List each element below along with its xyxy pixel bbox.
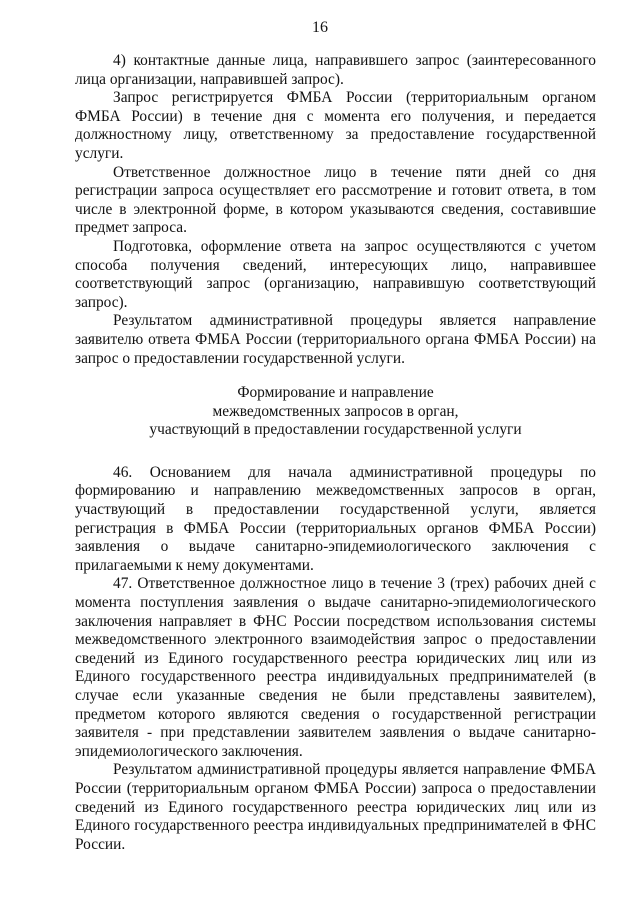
section-heading-line-1: Формирование и направление [237,384,434,402]
paragraph-request-registration: Запрос регистрируется ФМБА России (территориальным органом ФМБА России) в течение дня с момента его получения, и передается должностному лицу, ответственному за предоставление государственной услуги. [75,89,596,162]
paragraph-contact-data: 4) контактные данные лица, направившего запрос (заинтересованного лица организации, направившей запрос). [75,52,596,88]
section-heading-line-3: участвующий в предоставлении государственной услуги [149,421,522,439]
section-heading-line-2: межведомственных запросов в орган, [212,402,459,420]
section-heading [75,384,596,440]
document-body [75,52,596,854]
paragraph-request-review: Ответственное должностное лицо в течение пяти дней со дня регистрации запроса осуществляет его рассмотрение и готовит ответа, в том числе в электронной форме, в котором указываются сведения, составившие предмет запроса. [75,163,596,237]
paragraph-answer-preparation: Подготовка, оформление ответа на запрос осуществляются с учетом способа получения сведений, интересующих лицо, направившее соответствующий запрос (организацию, направившую соответствующий запрос). [75,237,596,311]
paragraph-procedure-result-2: Результатом административной процедуры является направление ФМБА России (территориальным органом ФМБА России) запроса о предоставлении сведений из Единого государственного реестра юридических лиц или из Единого государственного реестра индивидуальных предпринимателей в ФНС России. [75,761,596,853]
paragraph-item-47: 47. Ответственное должностное лицо в течение 3 (трех) рабочих дней с момента поступления заявления о выдаче санитарно-эпидемиологического заключения направляет в ФНС России посредством использования системы межведомственного электронного взаимодействия запрос о предоставлении сведений из Единого государственного реестра юридических лиц или из Единого государственного реестра индивидуальных предпринимателей (в случае если указанные сведения не были представлены заявителем), предметом которого являются сведения о государственной регистрации заявителя - при представлении заявителем заявления о выдаче санитарно-эпидемиологического заключения. [75,575,596,760]
paragraph-item-46: 46. Основанием для начала административной процедуры по формированию и направлению межведомственных запросов в орган, участвующий в предоставлении государственной услуги, является регистрация в ФМБА России (территориальных органов ФМБА России) заявления о выдаче санитарно-эпидемиологического заключения с прилагаемыми к нему документами. [75,463,596,574]
page-number: 16 [312,19,328,36]
paragraph-procedure-result-1: Результатом административной процедуры является направление заявителю ответа ФМБА России (территориального органа ФМБА России) на запрос о предоставлении государственной услуги. [75,312,596,367]
